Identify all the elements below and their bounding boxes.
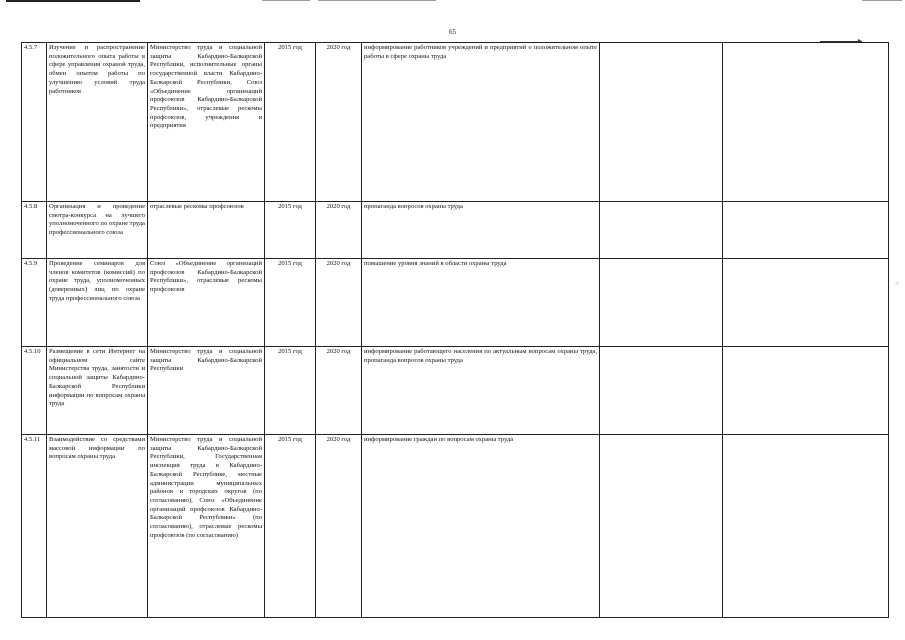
result-cell: повышение уровня знаний в области охраны труда — [362, 259, 600, 347]
row-number: 4.5.8 — [22, 202, 47, 259]
result-cell: информирование работающего населения по актуальным вопросам охраны труда, пропаганда вопросов охраны труда — [362, 347, 600, 435]
scan-speck: ·: — [895, 281, 899, 287]
empty-cell — [723, 259, 889, 347]
executor-cell: Союз «Объединение организаций профсоюзов Кабардино-Балкарской Республики», отраслевые рескомы профсоюзов — [148, 259, 265, 347]
result-cell: информирование граждан по вопросам охраны труда — [362, 435, 600, 618]
end-cell: 2020 год — [316, 347, 362, 435]
start-cell: 2015 год — [265, 435, 316, 618]
executor-cell: отраслевые рескомы профсоюзов — [148, 202, 265, 259]
measure-cell: Проведение семинаров для членов комитетов (комиссий) по охране труда, уполномоченных (доверенных) лиц по охране труда профессионального союза — [47, 259, 148, 347]
end-cell: 2020 год — [316, 43, 362, 202]
table-row — [22, 435, 889, 618]
table-row — [22, 259, 889, 347]
table-row — [22, 347, 889, 435]
start-cell: 2015 год — [265, 259, 316, 347]
measures-table — [21, 42, 889, 618]
result-cell: информирование работников учреждений и предприятий о положительном опыте работы в сфере охраны труда — [362, 43, 600, 202]
end-cell: 2020 год — [316, 435, 362, 618]
executor-cell: Министерство труда и социальной защиты Кабардино-Балкарской Республики — [148, 347, 265, 435]
start-cell: 2015 год — [265, 347, 316, 435]
empty-cell — [723, 347, 889, 435]
empty-cell — [723, 435, 889, 618]
table-row — [22, 202, 889, 259]
row-number: 4.5.9 — [22, 259, 47, 347]
table-row — [22, 43, 889, 202]
end-cell: 2020 год — [316, 202, 362, 259]
empty-cell — [600, 202, 723, 259]
scan-speck: ▸ — [858, 38, 862, 44]
executor-cell: Министерство труда и социальной защиты Кабардино-Балкарской Республики, исполнительные органы государственной власти Кабардино-Балкарской Республики, Союз «Объединение организаций профсоюзов Кабардино-Балкарской Республики», отраслевые рескомы профсоюзов, учреждения и предприятия — [148, 43, 265, 202]
empty-cell — [600, 43, 723, 202]
row-number: 4.5.11 — [22, 435, 47, 618]
row-number: 4.5.10 — [22, 347, 47, 435]
result-cell: пропаганда вопросов охраны труда — [362, 202, 600, 259]
top-rule — [318, 0, 436, 1]
measure-cell: Взаимодействие со средствами массовой информации по вопросам охраны труда — [47, 435, 148, 618]
executor-cell: Министерство труда и социальной защиты Кабардино-Балкарской Республики, Государственная инспекция труда в Кабардино-Балкарской Республике, местные администрации муниципальных районов и городских округов (по согласованию), Союз «Объединение организаций профсоюзов Кабардино-Балкарской Республики» (по согласованию), отраслевые рескомы профсоюзов (по согласованию) — [148, 435, 265, 618]
start-cell: 2015 год — [265, 43, 316, 202]
top-rule — [6, 0, 140, 2]
end-cell: 2020 год — [316, 259, 362, 347]
empty-cell — [600, 347, 723, 435]
page-number: 65 — [449, 28, 456, 36]
measure-cell: Изучение и распространение положительного опыта работы в сфере управления охраной труда, обмен опытом работы по улучшению условий труда работников — [47, 43, 148, 202]
row-number: 4.5.7 — [22, 43, 47, 202]
measure-cell: Размещение в сети Интернет на официальном сайте Министерства труда, занятости и социальной защиты Кабардино-Балкарской Республики информации по вопросам охраны труда — [47, 347, 148, 435]
measure-cell: Организация и проведение смотра-конкурса на лучшего уполномоченного по охране труда профессионального союза — [47, 202, 148, 259]
empty-cell — [600, 259, 723, 347]
empty-cell — [723, 202, 889, 259]
start-cell: 2015 год — [265, 202, 316, 259]
empty-cell — [600, 435, 723, 618]
empty-cell — [723, 43, 889, 202]
top-rule — [862, 0, 902, 1]
top-rule — [262, 0, 310, 1]
pen-stroke — [820, 41, 862, 42]
